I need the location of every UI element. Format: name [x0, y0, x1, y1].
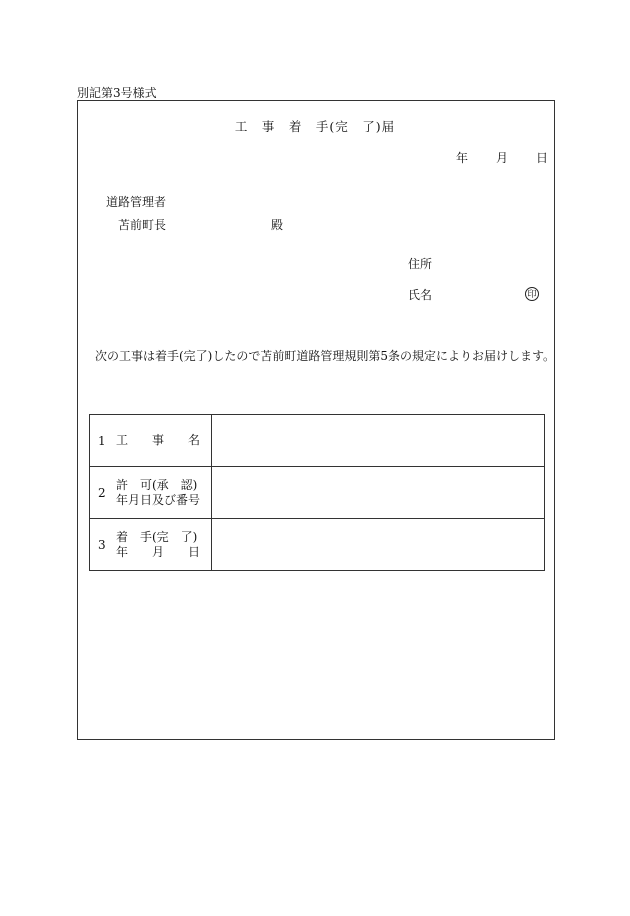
row-label-line1: 工 事 名	[116, 433, 201, 447]
date-line	[456, 149, 548, 166]
table-row	[90, 415, 545, 467]
date-month-label: 月	[496, 151, 509, 165]
recipient-name: 苫前町長	[118, 218, 167, 232]
table-row	[90, 467, 545, 519]
row-value-cell[interactable]	[212, 519, 545, 571]
row-number: 1	[98, 433, 106, 448]
row-value-cell[interactable]	[212, 467, 545, 519]
row-number: 3	[98, 537, 106, 552]
details-table	[89, 414, 545, 571]
table-row	[90, 519, 545, 571]
row-number: 2	[98, 485, 106, 500]
body-text: 次の工事は着手(完了)したので苫前町道路管理規則第5条の規定によりお届けします。	[95, 349, 556, 363]
seal-mark: 印	[525, 287, 539, 301]
date-day-label: 日	[536, 151, 549, 165]
date-year-label: 年	[456, 151, 469, 165]
name-label: 氏名	[408, 288, 433, 302]
row-label-cell	[90, 415, 212, 467]
row-label-cell	[90, 467, 212, 519]
row-label-cell	[90, 519, 212, 571]
row-label-line2: 年 月 日	[116, 544, 201, 559]
row-label-line1: 許 可(承 認)	[116, 477, 198, 492]
row-label-line1: 着 手(完 了)	[116, 529, 198, 544]
row-value-cell[interactable]	[212, 415, 545, 467]
recipient-title: 道路管理者	[106, 195, 167, 209]
row-label-line2: 年月日及び番号	[116, 492, 201, 507]
recipient-honorific: 殿	[271, 218, 284, 232]
form-title: 工 事 着 手(完 了)届	[234, 119, 396, 134]
address-label: 住所	[408, 257, 433, 271]
form-number-label: 別記第3号様式	[77, 86, 157, 100]
